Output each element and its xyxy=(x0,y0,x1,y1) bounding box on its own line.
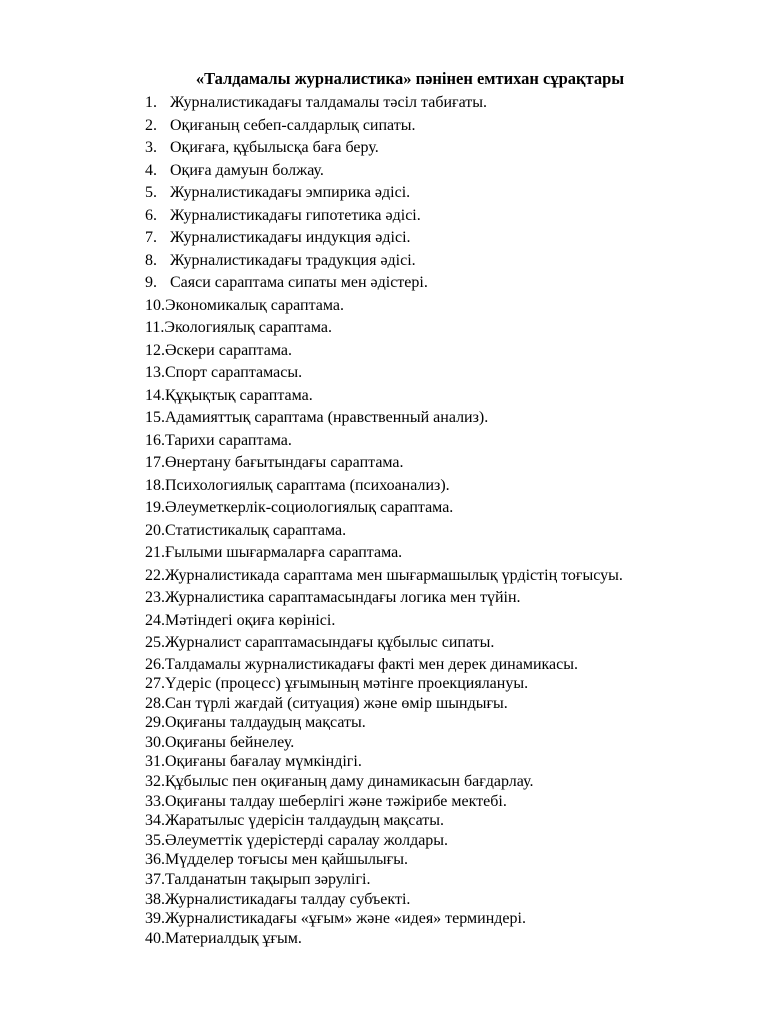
question-text: Оқиғаға, құбылысқа баға беру. xyxy=(170,139,379,156)
question-item xyxy=(145,295,623,318)
question-item xyxy=(145,733,623,753)
question-text: Журналистикадағы талдау субъекті. xyxy=(165,890,411,908)
question-item xyxy=(145,92,623,115)
question-item xyxy=(145,452,623,475)
question-item xyxy=(145,850,623,870)
question-number: 20. xyxy=(145,521,165,539)
question-item xyxy=(145,475,623,498)
question-list xyxy=(145,92,623,948)
question-number: 25. xyxy=(145,634,165,651)
question-item xyxy=(145,752,623,772)
question-item xyxy=(145,115,623,138)
question-item xyxy=(145,587,623,610)
question-number: 34. xyxy=(145,812,165,830)
question-text: Журналистикадағы «ұғым» және «идея» терминдері. xyxy=(165,910,526,928)
question-number: 15. xyxy=(145,409,165,426)
question-text: Психологиялық сараптама (психоанализ). xyxy=(165,476,450,494)
question-text: Құбылыс пен оқиғаның даму динамикасын бағдарлау. xyxy=(165,773,534,791)
question-item xyxy=(145,137,623,160)
question-text: Жаратылыс үдерісін талдаудың мақсаты. xyxy=(165,812,445,830)
question-number: 27. xyxy=(145,675,165,693)
question-text: Журналистикада сараптама мен шығармашылық үрдістің тоғысуы. xyxy=(165,566,623,584)
question-number: 16. xyxy=(145,431,165,449)
question-text: Спорт сараптамасы. xyxy=(165,364,303,381)
question-number: 28. xyxy=(145,694,165,712)
question-text: Экологиялық сараптама. xyxy=(164,319,332,336)
question-text: Оқиғаның себеп-салдарлық сипаты. xyxy=(170,116,416,134)
question-item xyxy=(145,831,623,851)
question-number: 23. xyxy=(145,589,165,606)
question-text: Материалдық ұғым. xyxy=(165,929,302,947)
question-item xyxy=(145,772,623,792)
question-text: Мүдделер тоғысы мен қайшылығы. xyxy=(165,851,408,869)
question-item xyxy=(145,182,623,205)
question-item xyxy=(145,520,623,543)
question-number: 17. xyxy=(145,454,165,471)
question-number: 33. xyxy=(145,792,165,810)
question-item xyxy=(145,694,623,714)
question-number: 10. xyxy=(145,296,165,314)
question-text: Адамияттық сараптама (нравственный анализ). xyxy=(165,409,489,426)
question-number: 13. xyxy=(145,364,165,381)
question-text: Әскери сараптама. xyxy=(165,341,292,359)
question-item xyxy=(145,317,623,340)
question-text: Өнертану бағытындағы сараптама. xyxy=(165,454,404,471)
question-text: Журналистикадағы индукция әдісі. xyxy=(170,229,411,246)
question-text: Журналист сараптамасындағы құбылыс сипаты. xyxy=(165,634,495,651)
question-number: 36. xyxy=(145,851,165,869)
question-item xyxy=(145,362,623,385)
question-text: Әлеуметкерлік-социологиялық сараптама. xyxy=(165,499,454,516)
question-item xyxy=(145,542,623,565)
question-text: Оқиғаны бағалау мүмкіндігі. xyxy=(165,753,362,771)
question-item xyxy=(145,909,623,929)
question-number: 1. xyxy=(145,94,157,111)
question-text: Ғылыми шығармаларға сараптама. xyxy=(165,544,403,561)
question-text: Журналистикадағы талдамалы тәсіл табиғаты. xyxy=(170,94,488,111)
question-item xyxy=(145,430,623,453)
question-item xyxy=(145,890,623,910)
question-text: Журналистика сараптамасындағы логика мен түйін. xyxy=(165,589,521,606)
question-item xyxy=(145,655,623,675)
question-number: 29. xyxy=(145,714,165,732)
question-item xyxy=(145,792,623,812)
question-number: 9. xyxy=(145,274,157,291)
question-number: 4. xyxy=(145,161,157,179)
question-number: 30. xyxy=(145,733,165,751)
question-text: Оқиғаны талдау шеберлігі және тәжірибе мектебі. xyxy=(165,792,507,810)
question-item xyxy=(145,497,623,520)
question-text: Журналистикадағы эмпирика әдісі. xyxy=(170,184,411,201)
question-text: Әлеуметтік үдерістерді саралау жолдары. xyxy=(165,831,449,849)
question-number: 35. xyxy=(145,831,165,849)
question-number: 7. xyxy=(145,229,157,246)
question-item xyxy=(145,713,623,733)
question-number: 2. xyxy=(145,116,157,134)
question-text: Тарихи сараптама. xyxy=(165,431,292,449)
question-item xyxy=(145,929,623,949)
question-number: 5. xyxy=(145,184,157,201)
question-number: 37. xyxy=(145,871,165,889)
question-number: 32. xyxy=(145,773,165,791)
question-text: Экономикалық сараптама. xyxy=(165,296,345,314)
question-text: Оқиғаны бейнелеу. xyxy=(165,733,295,751)
question-text: Журналистикадағы гипотетика әдісі. xyxy=(170,206,421,224)
question-item xyxy=(145,205,623,228)
question-number: 12. xyxy=(145,341,165,359)
question-item xyxy=(145,610,623,633)
question-number: 21. xyxy=(145,544,165,561)
question-item xyxy=(145,227,623,250)
question-text: Талданатын тақырып зәрулігі. xyxy=(165,871,371,889)
question-text: Мәтіндегі оқиға көрінісі. xyxy=(165,611,336,629)
document-title: «Талдамалы журналистика» пәнінен емтихан сұрақтары xyxy=(195,69,625,88)
question-item xyxy=(145,565,623,588)
question-text: Журналистикадағы традукция әдісі. xyxy=(170,251,416,269)
question-number: 19. xyxy=(145,499,165,516)
question-number: 40. xyxy=(145,929,165,947)
question-number: 8. xyxy=(145,251,157,269)
question-number: 39. xyxy=(145,910,165,928)
question-item xyxy=(145,385,623,408)
question-item xyxy=(145,407,623,430)
question-item xyxy=(145,870,623,890)
question-number: 3. xyxy=(145,139,157,156)
question-number: 26. xyxy=(145,655,165,673)
question-number: 24. xyxy=(145,611,165,629)
question-number: 14. xyxy=(145,386,165,404)
question-text: Оқиғаны талдаудың мақсаты. xyxy=(165,714,366,732)
question-number: 6. xyxy=(145,206,157,224)
question-item xyxy=(145,160,623,183)
question-item xyxy=(145,811,623,831)
question-item xyxy=(145,674,623,694)
question-text: Статистикалық сараптама. xyxy=(165,521,347,539)
question-number: 11. xyxy=(145,319,165,336)
question-item xyxy=(145,250,623,273)
question-number: 22. xyxy=(145,566,165,584)
question-item xyxy=(145,340,623,363)
question-item xyxy=(145,632,623,655)
question-number: 31. xyxy=(145,753,165,771)
question-text: Құқықтық сараптама. xyxy=(165,386,313,404)
question-item xyxy=(145,272,623,295)
question-text: Саяси сараптама сипаты мен әдістері. xyxy=(170,274,428,291)
question-text: Талдамалы журналистикадағы факті мен дерек динамикасы. xyxy=(165,655,578,673)
question-text: Оқиға дамуын болжау. xyxy=(170,161,324,179)
question-number: 18. xyxy=(145,476,165,494)
question-text: Сан түрлі жағдай (ситуация) және өмір шындығы. xyxy=(165,694,508,712)
question-number: 38. xyxy=(145,890,165,908)
question-text: Үдеріс (процесс) ұғымының мәтінге проекциялануы. xyxy=(165,675,529,693)
